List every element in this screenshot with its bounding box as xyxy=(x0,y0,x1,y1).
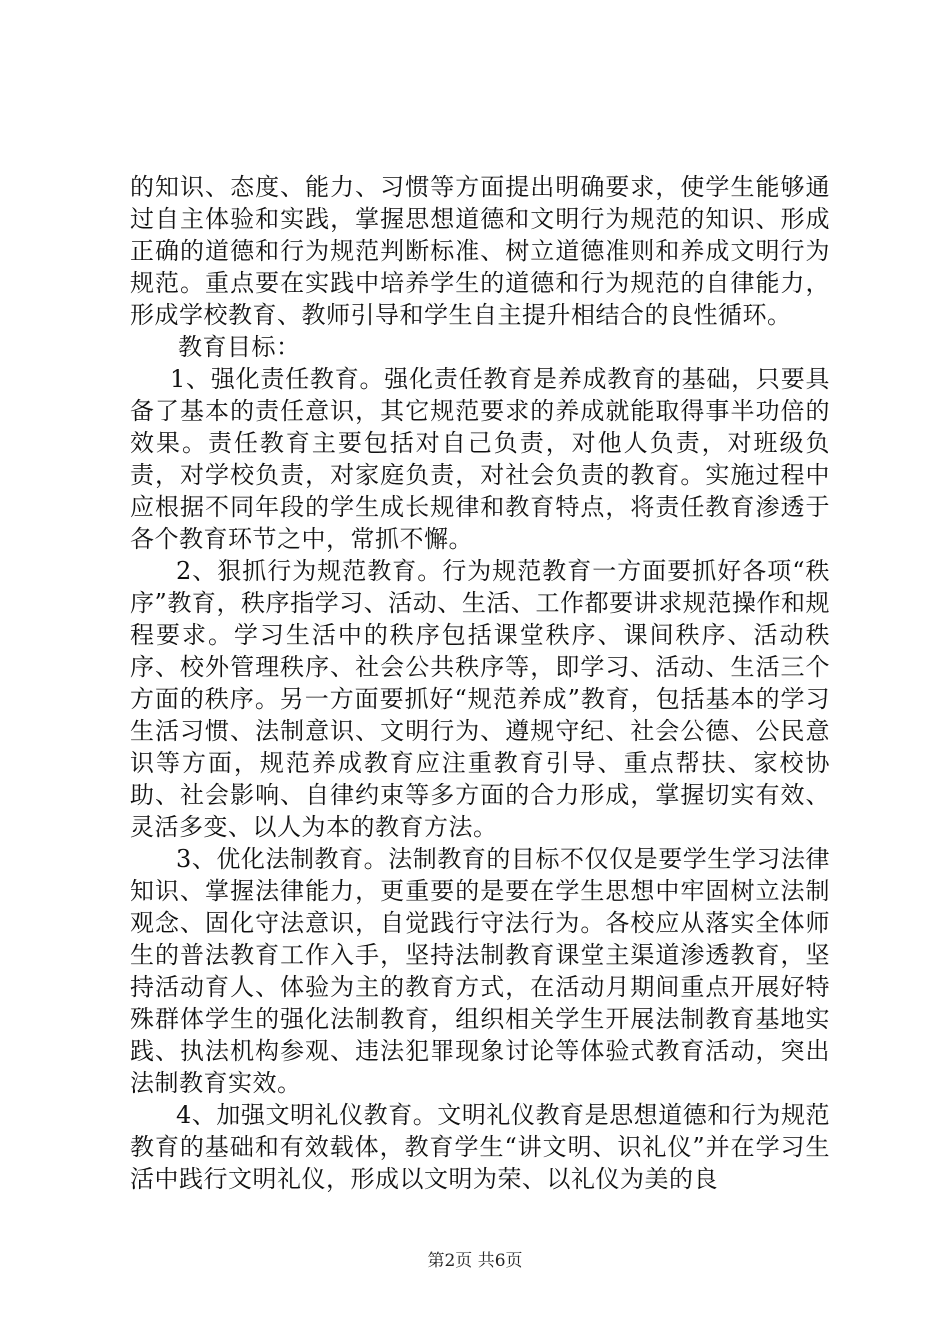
paragraph-etiquette-education: 4、加强文明礼仪教育。文明礼仪教育是思想道德和行为规范教育的基础和有效载体，教育学生“讲文明、识礼仪”并在学习生活中践行文明礼仪，形成以文明为荣、以礼仪为美的良 xyxy=(130,1101,830,1193)
document-body xyxy=(130,171,830,1195)
page-number-footer: 第2页 共6页 xyxy=(427,1251,523,1271)
paragraph-behavior-norms-education: 2、狠抓行为规范教育。行为规范教育一方面要抓好各项“秩序”教育，秩序指学习、活动、生活、工作都要讲求规范操作和规程要求。学习生活中的秩序包括课堂秩序、课间秩序、活动秩序、校外管理秩序、社会公共秩序等，即学习、活动、生活三个方面的秩序。另一方面要抓好“规范养成”教育，包括基本的学习生活习惯、法制意识、文明行为、遵规守纪、社会公德、公民意识等方面，规范养成教育应注重教育引导、重点帮扶、家校协助、社会影响、自律约束等多方面的合力形成，掌握切实有效、灵活多变、以人为本的教育方法。 xyxy=(130,557,830,841)
paragraph-intro-continuation: 的知识、态度、能力、习惯等方面提出明确要求，使学生能够通过自主体验和实践，掌握思想道德和文明行为规范的知识、形成正确的道德和行为规范判断标准、树立道德准则和养成文明行为规范。重点要在实践中培养学生的道德和行为规范的自律能力，形成学校教育、教师引导和学生自主提升相结合的良性循环。 xyxy=(130,173,830,329)
paragraph-legal-education: 3、优化法制教育。法制教育的目标不仅仅是要学生学习法律知识、掌握法律能力，更重要的是要在学生思想中牢固树立法制观念、固化守法意识，自觉践行守法行为。各校应从落实全体师生的普法教育工作入手，坚持法制教育课堂主渠道渗透教育，坚持活动育人、体验为主的教育方式，在活动月期间重点开展好特殊群体学生的强化法制教育，组织相关学生开展法制教育基地实践、执法机构参观、违法犯罪现象讨论等体验式教育活动，突出法制教育实效。 xyxy=(130,845,830,1097)
paragraph-responsibility-education: 1、强化责任教育。强化责任教育是养成教育的基础，只要具备了基本的责任意识，其它规范要求的养成就能取得事半功倍的效果。责任教育主要包括对自己负责，对他人负责，对班级负责，对学校负责，对家庭负责，对社会负责的教育。实施过程中应根据不同年段的学生成长规律和教育特点，将责任教育渗透于各个教育环节之中，常抓不懈。 xyxy=(130,365,830,553)
section-heading-education-goals: 教育目标： xyxy=(178,333,301,361)
